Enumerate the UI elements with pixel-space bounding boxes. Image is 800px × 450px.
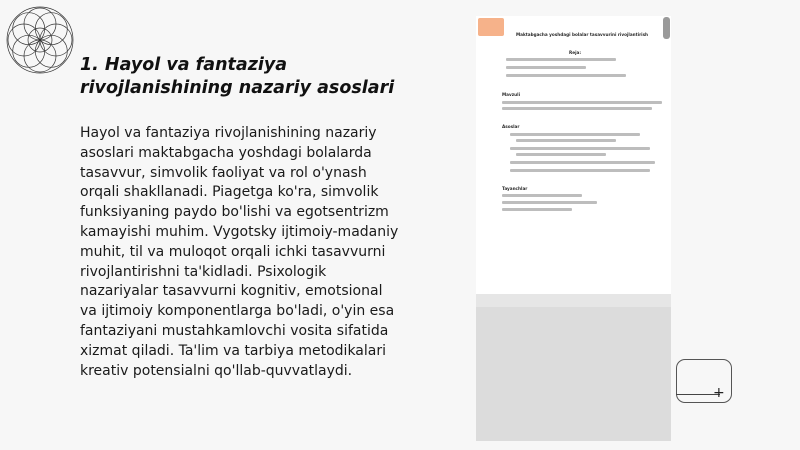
document-preview[interactable] [476,16,671,441]
document-next-page [476,307,671,441]
scrollbar-thumb[interactable] [663,17,670,39]
slide-title: 1. Hayol va fantaziya rivojlanishining nazariy asoslari [80,55,395,98]
document-header: Maktabgacha yoshdagi bolalar tasavvurini rivojlantirish [516,32,649,37]
document-page [476,16,671,294]
section-heading: Tayanchlar [502,186,528,191]
document-accent-tab [478,18,504,36]
section-heading: Asoslar [502,124,520,129]
section-heading: Mavzuli [502,92,521,97]
plus-icon[interactable]: + [713,385,725,401]
spirograph-icon [4,4,76,76]
section-heading: Reja: [569,50,582,55]
slide-body-text: Hayol va fantaziya rivojlanishining nazariy asoslari maktabgacha yoshdagi bolalarda tasavvur, simvolik faoliyat va rol o'ynash orqali shakllanadi. Piagetga ko'ra, simvolik funksiyaning paydo bo'lishi va egotsentrizm kamayishi muhim. Vygotsky ijtimoiy-madaniy muhit, til va muloqot orqali ichki tasavvurni rivojlantirishni ta'kidladi. Psixologik nazariyalar tasavvurni kognitiv, emotsional va ijtimoiy komponentlarga bo'ladi, o'yin esa fantaziyani mustahkamlovchi vosita sifatida xizmat qiladi. Ta'lim va tarbiya metodikalari kreativ potensialni qo'llab-quvvatlaydi. [80,125,399,379]
